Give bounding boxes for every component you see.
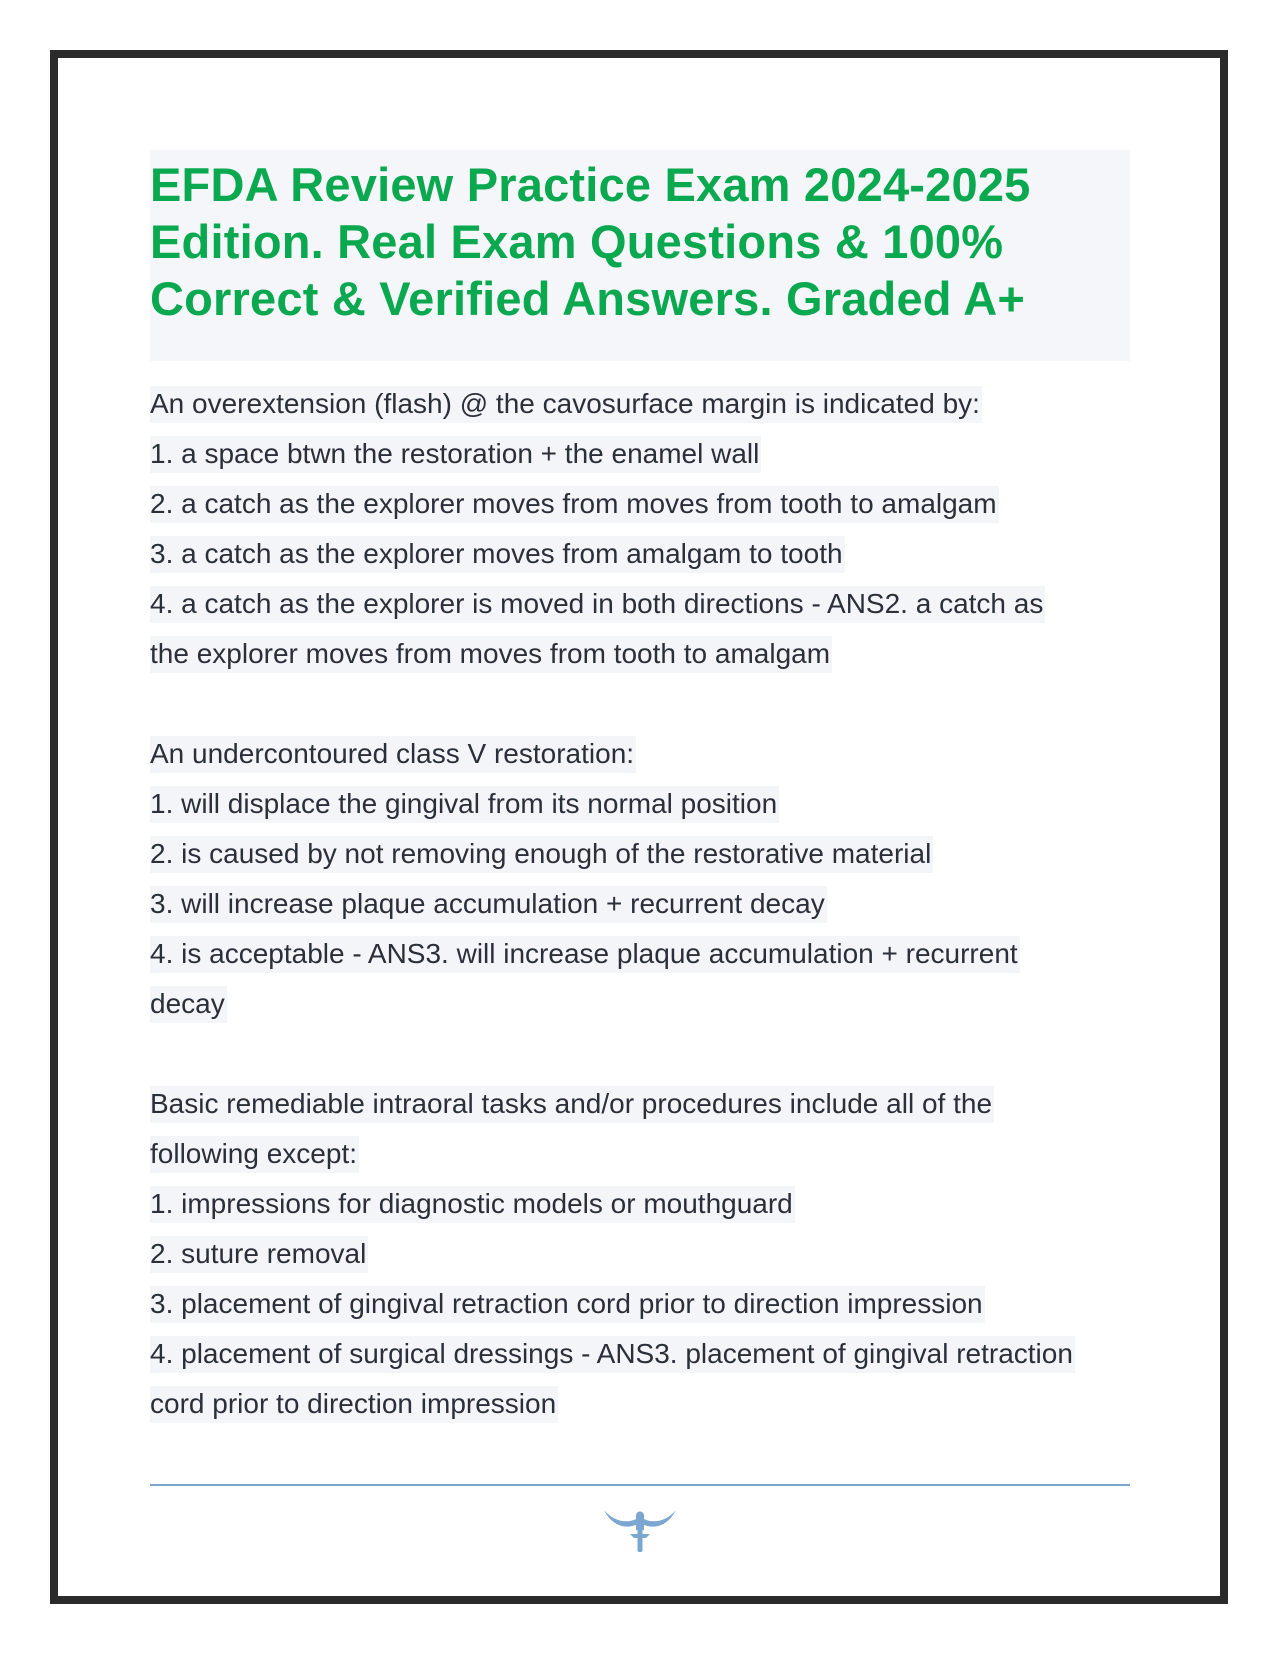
option-line	[150, 829, 1130, 879]
answer-line	[150, 979, 1130, 1029]
question-line	[150, 1079, 1130, 1129]
title-block	[150, 150, 1130, 361]
title-line: Edition. Real Exam Questions & 100%	[150, 215, 1004, 268]
option-line	[150, 1329, 1130, 1379]
answer-text: cord prior to direction impression	[150, 1386, 558, 1423]
option-text: 2. is caused by not removing enough of the restorative material	[150, 836, 933, 873]
answer-text: decay	[150, 986, 227, 1023]
document-content	[150, 150, 1130, 1429]
answer-line	[150, 629, 1130, 679]
option-text: 1. will displace the gingival from its normal position	[150, 786, 779, 823]
question-line	[150, 729, 1130, 779]
option-line	[150, 929, 1130, 979]
question-line	[150, 1129, 1130, 1179]
option-text: 2. suture removal	[150, 1236, 368, 1273]
title-line: Correct & Verified Answers. Graded A+	[150, 272, 1026, 325]
footer-divider	[150, 1484, 1130, 1486]
title-line: EFDA Review Practice Exam 2024-2025	[150, 158, 1031, 211]
question-text: An overextension (flash) @ the cavosurface margin is indicated by:	[150, 386, 982, 423]
option-text: 1. a space btwn the restoration + the enamel wall	[150, 436, 761, 473]
question-list	[150, 379, 1130, 1429]
option-line	[150, 1179, 1130, 1229]
option-line	[150, 1229, 1130, 1279]
question-block-3	[150, 1079, 1130, 1429]
option-line	[150, 479, 1130, 529]
option-text: 4. a catch as the explorer is moved in both directions - ANS2. a catch as	[150, 586, 1045, 623]
question-text: An undercontoured class V restoration:	[150, 736, 636, 773]
question-block-2	[150, 729, 1130, 1029]
option-text: 4. is acceptable - ANS3. will increase plaque accumulation + recurrent	[150, 936, 1020, 973]
option-text: 2. a catch as the explorer moves from moves from tooth to amalgam	[150, 486, 999, 523]
option-line	[150, 579, 1130, 629]
question-line	[150, 379, 1130, 429]
question-text: Basic remediable intraoral tasks and/or procedures include all of the	[150, 1086, 994, 1123]
question-text: following except:	[150, 1136, 359, 1173]
option-line	[150, 879, 1130, 929]
question-block-1	[150, 379, 1130, 679]
answer-line	[150, 1379, 1130, 1429]
page-title	[150, 156, 1130, 327]
option-text: 4. placement of surgical dressings - ANS3. placement of gingival retraction	[150, 1336, 1075, 1373]
answer-text: the explorer moves from moves from tooth to amalgam	[150, 636, 832, 673]
option-line	[150, 429, 1130, 479]
option-line	[150, 529, 1130, 579]
option-text: 1. impressions for diagnostic models or mouthguard	[150, 1186, 795, 1223]
option-line	[150, 779, 1130, 829]
bird-logo-icon	[600, 1500, 680, 1556]
option-text: 3. a catch as the explorer moves from amalgam to tooth	[150, 536, 845, 573]
option-line	[150, 1279, 1130, 1329]
option-text: 3. placement of gingival retraction cord prior to direction impression	[150, 1286, 985, 1323]
option-text: 3. will increase plaque accumulation + recurrent decay	[150, 886, 827, 923]
